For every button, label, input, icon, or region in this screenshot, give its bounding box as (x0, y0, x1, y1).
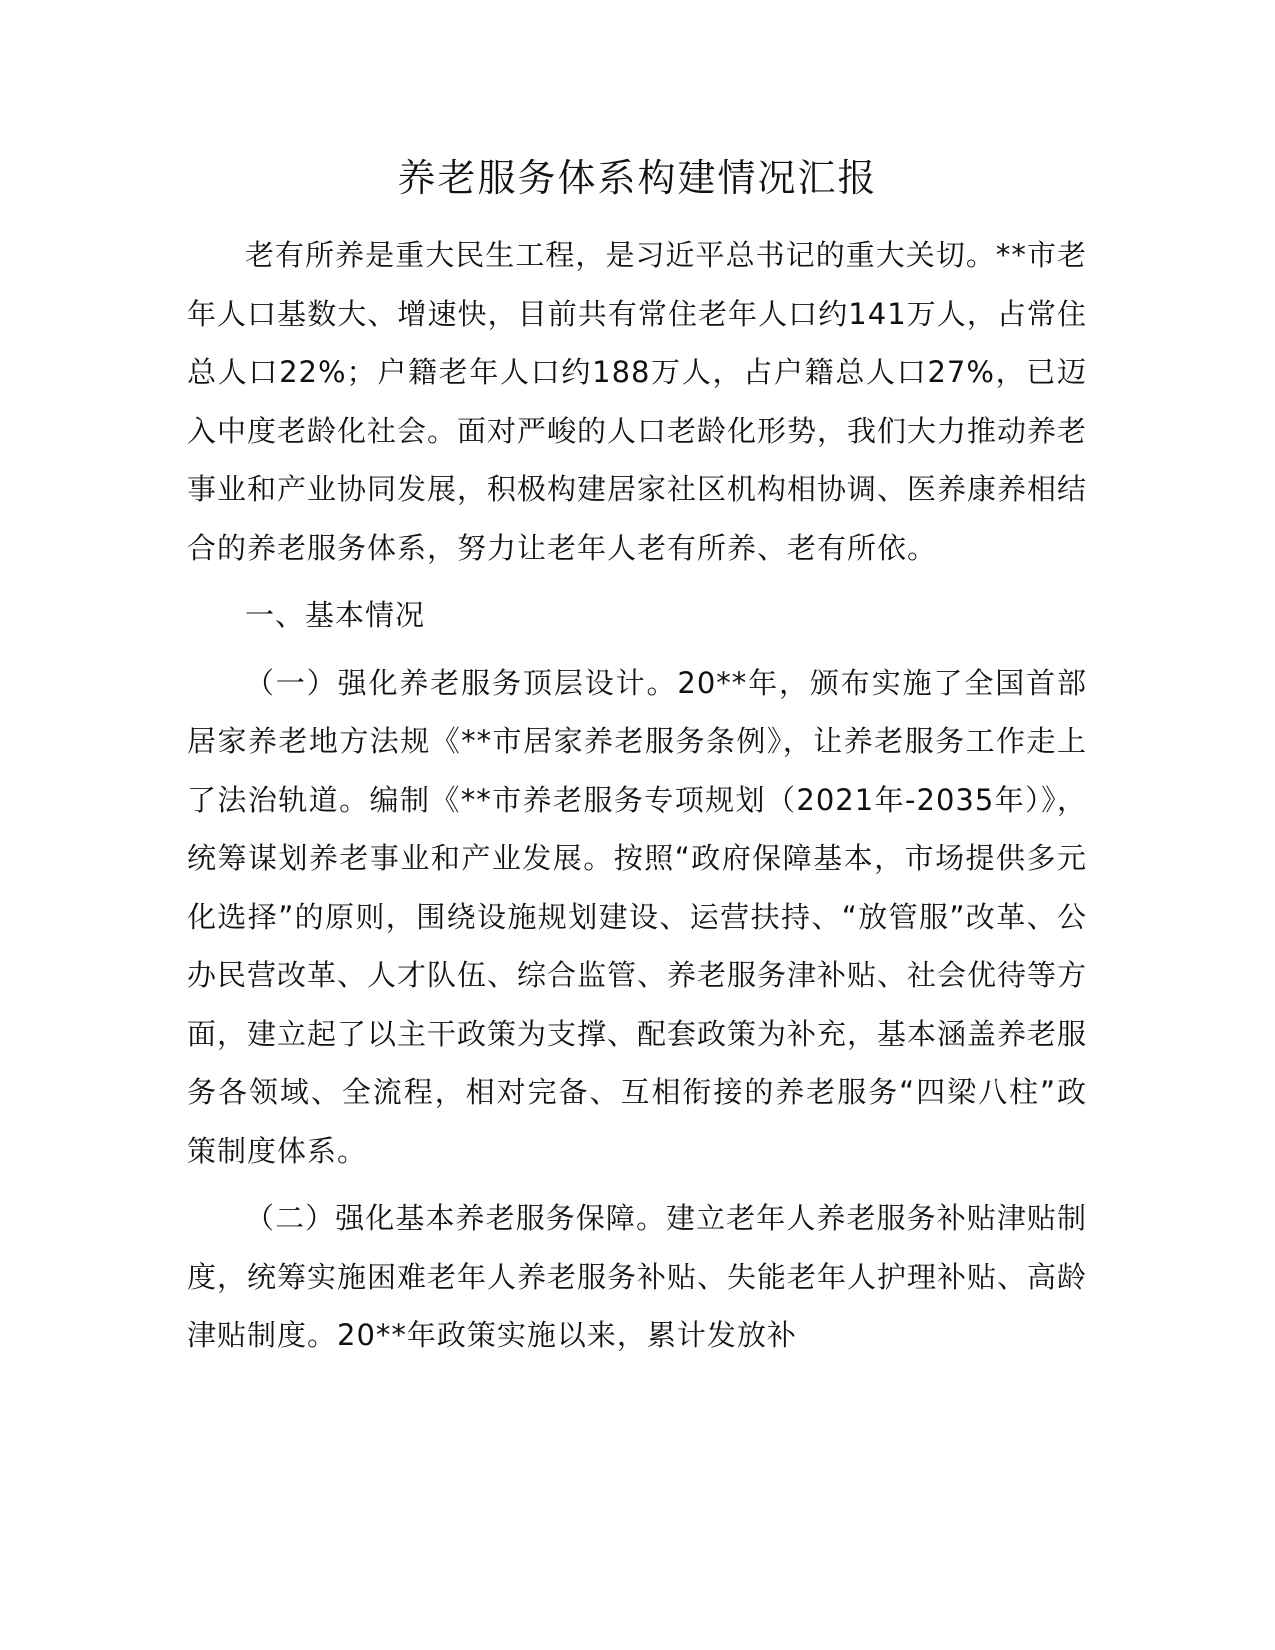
section-heading-basic-situation: 一、基本情况 (245, 598, 426, 632)
document-body (187, 226, 1087, 1365)
intro-paragraph: 老有所养是重大民生工程，是习近平总书记的重大关切。**市老年人口基数大、增速快，目前共有常住老年人口约141万人，占常住总人口22%；户籍老年人口约188万人，占户籍总人口27%，已迈入中度老龄化社会。面对严峻的人口老龄化形势，我们大力推动养老事业和产业协同发展，积极构建居家社区机构相协调、医养康养相结合的养老服务体系，努力让老年人老有所养、老有所依。 (187, 238, 1088, 565)
document-title: 养老服务体系构建情况汇报 (397, 156, 878, 200)
paragraph-basic-service-guarantee: （二）强化基本养老服务保障。建立老年人养老服务补贴津贴制度，统筹实施困难老年人养老服务补贴、失能老年人护理补贴、高龄津贴制度。20**年政策实施以来，累计发放补 (187, 1201, 1088, 1352)
paragraph-top-level-design: （一）强化养老服务顶层设计。20**年，颁布实施了全国首部居家养老地方法规《**市居家养老服务条例》，让养老服务工作走上了法治轨道。编制《**市养老服务专项规划（2021年-2035年）》，统筹谋划养老事业和产业发展。按照“政府保障基本，市场提供多元化选择”的原则，围绕设施规划建设、运营扶持、“放管服”改革、公办民营改革、人才队伍、综合监管、养老服务津补贴、社会优待等方面，建立起了以主干政策为支撑、配套政策为补充，基本涵盖养老服务各领域、全流程，相对完备、互相衔接的养老服务“四梁八柱”政策制度体系。 (187, 665, 1088, 1168)
